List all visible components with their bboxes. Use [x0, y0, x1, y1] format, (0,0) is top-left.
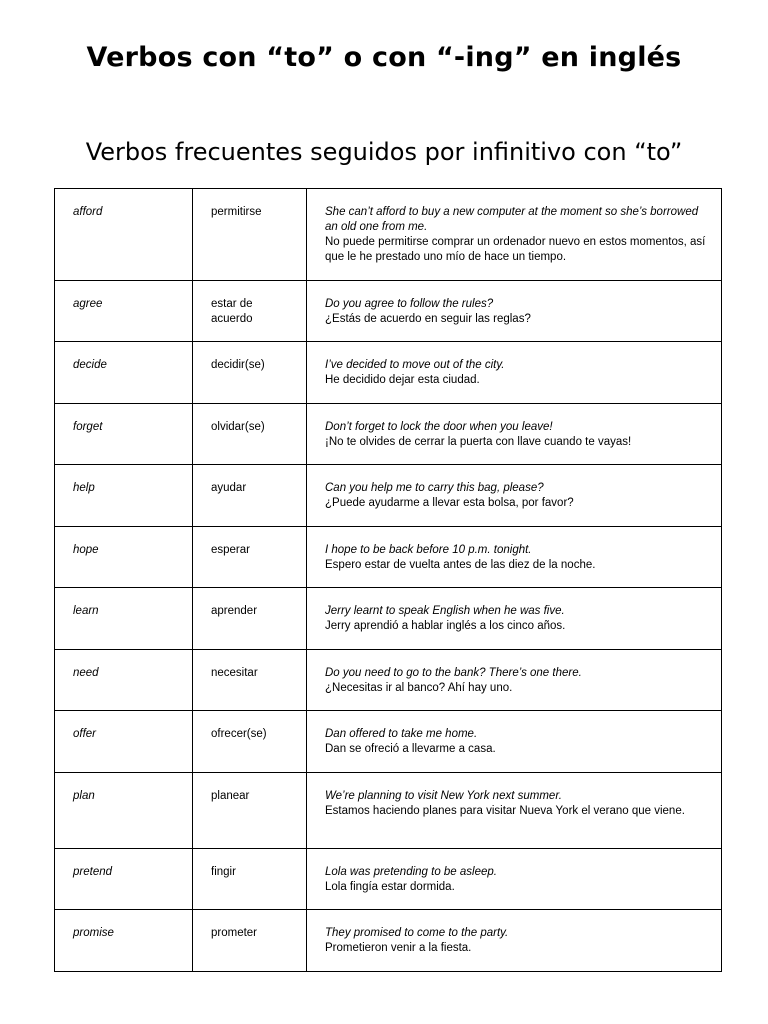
verb-cell — [55, 849, 193, 910]
translation-cell — [193, 189, 307, 281]
table-row — [55, 281, 722, 342]
example-en: Can you help me to carry this bag, please? — [325, 482, 544, 494]
example-cell — [307, 465, 722, 527]
verb-text: pretend — [73, 866, 113, 878]
example-es: No puede permitirse comprar un ordenador nuevo en estos momentos, así que le he prestado uno mío de hace un tiempo. — [325, 236, 706, 263]
example-en: Don’t forget to lock the door when you leave! — [325, 421, 553, 433]
example-es: Jerry aprendió a hablar inglés a los cinco años. — [325, 620, 566, 632]
translation-text: fingir — [211, 866, 236, 878]
example-cell — [307, 711, 722, 773]
verbs-table — [54, 188, 722, 972]
example-es: ¿Necesitas ir al banco? Ahí hay uno. — [325, 682, 513, 694]
translation-text: decidir(se) — [211, 359, 265, 371]
example-cell — [307, 281, 722, 342]
example-cell — [307, 527, 722, 588]
example-es: Prometieron venir a la fiesta. — [325, 942, 472, 954]
table-row — [55, 849, 722, 910]
verb-text: plan — [73, 790, 95, 802]
translation-cell — [193, 849, 307, 910]
translation-text: ayudar — [211, 482, 247, 494]
example-cell — [307, 189, 722, 281]
translation-text: estar de acuerdo — [211, 298, 253, 325]
verb-cell — [55, 650, 193, 711]
verb-text: help — [73, 482, 95, 494]
example-en: She can’t afford to buy a new computer at the moment so she’s borrowed an old one from me. — [325, 206, 699, 233]
table-row — [55, 342, 722, 404]
translation-cell — [193, 465, 307, 527]
example-es: Estamos haciendo planes para visitar Nueva York el verano que viene. — [325, 805, 685, 817]
example-cell — [307, 849, 722, 910]
verb-cell — [55, 404, 193, 465]
verb-cell — [55, 527, 193, 588]
translation-text: aprender — [211, 605, 258, 617]
example-cell — [307, 773, 722, 849]
example-cell — [307, 910, 722, 972]
table-row — [55, 465, 722, 527]
table-row — [55, 711, 722, 773]
example-cell — [307, 404, 722, 465]
verb-cell — [55, 711, 193, 773]
table-row — [55, 910, 722, 972]
example-es: Espero estar de vuelta antes de las diez de la noche. — [325, 559, 596, 571]
example-en: They promised to come to the party. — [325, 927, 509, 939]
example-es: ¿Estás de acuerdo en seguir las reglas? — [325, 313, 531, 325]
verb-text: learn — [73, 605, 99, 617]
verb-text: need — [73, 667, 99, 679]
verb-cell — [55, 773, 193, 849]
verb-cell — [55, 189, 193, 281]
example-en: Jerry learnt to speak English when he was five. — [325, 605, 565, 617]
section-heading: Verbos frecuentes seguidos por infinitivo con “to” — [85, 138, 683, 166]
example-en: Do you need to go to the bank? There’s one there. — [325, 667, 582, 679]
verb-cell — [55, 281, 193, 342]
example-en: Dan offered to take me home. — [325, 728, 478, 740]
verb-text: hope — [73, 544, 99, 556]
example-en: Do you agree to follow the rules? — [325, 298, 494, 310]
verb-text: agree — [73, 298, 103, 310]
table-row — [55, 773, 722, 849]
verb-cell — [55, 342, 193, 404]
example-es: He decidido dejar esta ciudad. — [325, 374, 480, 386]
verb-text: afford — [73, 206, 103, 218]
translation-cell — [193, 527, 307, 588]
translation-cell — [193, 404, 307, 465]
example-cell — [307, 342, 722, 404]
example-en: We’re planning to visit New York next summer. — [325, 790, 562, 802]
translation-cell — [193, 650, 307, 711]
verb-text: offer — [73, 728, 97, 740]
page-title: Verbos con “to” o con “-ing” en inglés — [86, 42, 682, 73]
verb-cell — [55, 910, 193, 972]
translation-text: necesitar — [211, 667, 258, 679]
translation-text: olvidar(se) — [211, 421, 265, 433]
translation-text: esperar — [211, 544, 250, 556]
table-row — [55, 588, 722, 650]
example-es: ¡No te olvides de cerrar la puerta con llave cuando te vayas! — [325, 436, 632, 448]
verb-text: forget — [73, 421, 103, 433]
translation-cell — [193, 711, 307, 773]
example-en: I’ve decided to move out of the city. — [325, 359, 505, 371]
translation-text: ofrecer(se) — [211, 728, 267, 740]
translation-text: planear — [211, 790, 250, 802]
verb-cell — [55, 588, 193, 650]
translation-text: permitirse — [211, 206, 262, 218]
example-cell — [307, 650, 722, 711]
example-cell — [307, 588, 722, 650]
example-en: Lola was pretending to be asleep. — [325, 866, 497, 878]
verb-cell — [55, 465, 193, 527]
table-row — [55, 650, 722, 711]
example-en: I hope to be back before 10 p.m. tonight. — [325, 544, 532, 556]
translation-cell — [193, 588, 307, 650]
table-row — [55, 527, 722, 588]
table-row — [55, 189, 722, 281]
example-es: ¿Puede ayudarme a llevar esta bolsa, por favor? — [325, 497, 574, 509]
verb-text: decide — [73, 359, 107, 371]
example-es: Dan se ofreció a llevarme a casa. — [325, 743, 496, 755]
verb-text: promise — [73, 927, 114, 939]
translation-cell — [193, 281, 307, 342]
translation-cell — [193, 773, 307, 849]
translation-cell — [193, 342, 307, 404]
translation-cell — [193, 910, 307, 972]
example-es: Lola fingía estar dormida. — [325, 881, 455, 893]
translation-text: prometer — [211, 927, 258, 939]
table-row — [55, 404, 722, 465]
